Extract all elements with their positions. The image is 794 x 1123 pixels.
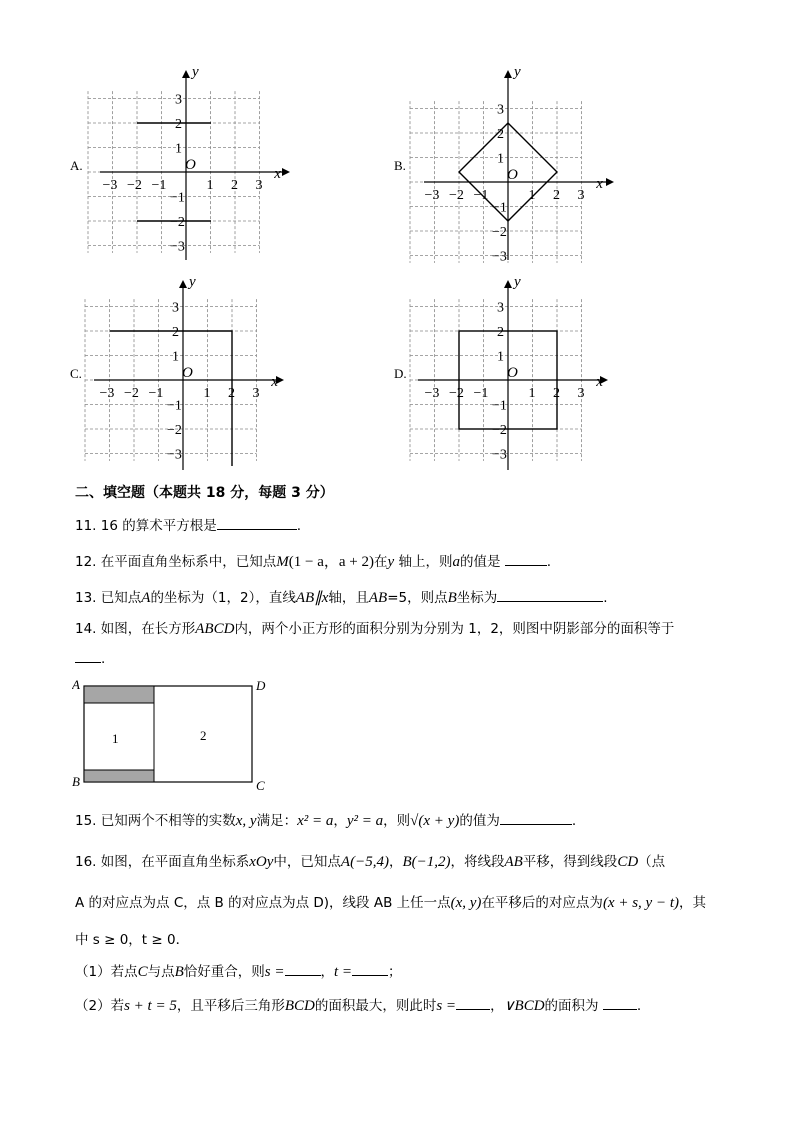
q11-end: . — [296, 518, 302, 534]
y-tick-label: −1 — [492, 398, 507, 414]
origin-label: O — [182, 365, 193, 381]
y-tick-label: 1 — [497, 151, 504, 167]
option-b-graph — [394, 60, 614, 265]
q13-point-a: A — [141, 590, 151, 606]
q15-mid: 满足： — [256, 813, 298, 829]
q13-pre: 13. 已知点 — [75, 590, 142, 606]
q15-pre: 15. 已知两个不相等的实数 — [75, 813, 236, 829]
q16-p2-tri2: ∨BCD — [503, 998, 545, 1014]
question-15 — [75, 810, 576, 831]
q16-p2-end: . — [636, 998, 642, 1014]
question-14-line2 — [75, 648, 105, 669]
y-tick-label: −2 — [492, 423, 507, 438]
y-tick-label: −3 — [167, 447, 182, 463]
q13-mid3: =5，则点 — [387, 590, 448, 606]
q16-p2-s-blank[interactable] — [456, 995, 490, 1010]
q16-p1-b: B — [174, 964, 184, 980]
question-16-line3 — [75, 930, 189, 950]
x-tick-label: −2 — [127, 178, 142, 193]
y-arrow-icon — [182, 70, 190, 78]
x-tick-label: 1 — [528, 386, 536, 401]
option-c-graph — [70, 270, 290, 475]
q16-p1-sep: ， — [320, 964, 334, 980]
q14-end: . — [101, 651, 106, 667]
x-tick-label: −2 — [449, 386, 464, 401]
q16-p1-c: C — [137, 964, 148, 980]
y-tick-label: −3 — [170, 239, 185, 255]
x-tick-label: 3 — [577, 188, 585, 203]
q16-sys: xOy — [249, 854, 274, 870]
q16-l2-q: (x + s, y − t) — [602, 895, 679, 911]
q15-answer-blank[interactable] — [500, 810, 572, 825]
shaded-bottom — [84, 770, 154, 782]
q12-mid: 在 — [374, 554, 388, 570]
q15-sep: ， — [333, 813, 347, 829]
y-tick-label: 1 — [175, 141, 182, 157]
q16-sep: ， — [388, 854, 403, 870]
y-tick-label: 2 — [497, 325, 504, 340]
q16-l1-end: （点 — [638, 854, 666, 870]
option-d-label: D. — [394, 366, 407, 381]
q13-ab: AB — [368, 590, 388, 606]
q12-point: M — [276, 554, 289, 570]
q15-end: . — [571, 813, 577, 829]
q12-answer-blank[interactable] — [505, 551, 547, 566]
q15-eq1: x² = a — [297, 813, 334, 829]
q12-axis: y — [387, 554, 395, 570]
y-arrow-icon — [504, 70, 512, 78]
q16-p1-end: ； — [388, 964, 402, 980]
q13-point-b: B — [447, 590, 457, 606]
q16-ab: AB — [504, 854, 523, 870]
x-tick-label: 1 — [206, 178, 214, 193]
q16-cd: CD — [617, 854, 639, 870]
q15-eq2: y² = a — [346, 813, 384, 829]
square-1-label: 1 — [112, 731, 119, 746]
q13-post: 坐标为 — [456, 590, 498, 606]
shaded-top — [84, 686, 154, 703]
x-axis-label: x — [596, 176, 603, 192]
q13-mid2: 轴，且 — [328, 590, 369, 606]
x-tick-label: 2 — [553, 386, 560, 401]
q13-line: AB∥x — [295, 590, 329, 606]
y-tick-label: 3 — [497, 102, 504, 118]
question-14 — [75, 619, 674, 639]
option-a-graph — [70, 60, 290, 265]
x-axis-label: x — [596, 374, 603, 390]
q16-p2-tri: BCD — [284, 998, 315, 1014]
y-tick-label: 1 — [172, 349, 179, 365]
q16-p1-post: 恰好重合，则 — [183, 964, 265, 980]
x-tick-label: −1 — [148, 386, 164, 401]
question-16-part2 — [75, 995, 641, 1016]
q12-pre: 12. 在平面直角坐标系中，已知点 — [75, 554, 277, 570]
label-a: A — [72, 677, 80, 692]
q16-p2-area-blank[interactable] — [603, 995, 637, 1010]
q16-p2-mid: ，且平移后三角形 — [176, 998, 285, 1014]
q12-post: 轴上，则 — [394, 554, 453, 570]
y-tick-label: −3 — [492, 249, 507, 265]
q14-answer-blank[interactable] — [75, 648, 101, 663]
q13-end: . — [603, 590, 608, 606]
y-axis-label: y — [192, 64, 199, 80]
x-tick-label: −1 — [473, 188, 489, 203]
question-13 — [75, 587, 608, 608]
x-tick-label: −2 — [449, 188, 464, 203]
q16-l3: 中 s ≥ 0，t ≥ 0． — [75, 932, 190, 948]
section-title: 二、填空题（本题共 18 分，每题 3 分） — [75, 485, 334, 501]
q16-post: ，将线段 — [450, 854, 505, 870]
q12-tail: 的值是 — [459, 554, 501, 570]
x-axis-label: x — [271, 374, 278, 390]
square-2-label: 2 — [200, 728, 207, 743]
x-tick-label: 3 — [252, 386, 260, 401]
x-arrow-icon — [282, 168, 290, 176]
q16-l2: A 的对应点为点 C，点 B 的对应点为点 D)，线段 AB 上任一点 — [75, 895, 451, 911]
y-axis-label: y — [189, 274, 196, 290]
x-tick-label: 3 — [577, 386, 585, 401]
q16-point-a: A(−5,4) — [340, 854, 389, 870]
q14-post: 内，两个小正方形的面积分别为分别为 1，2，则图中阴影部分的面积等于 — [234, 621, 675, 637]
x-tick-label: −2 — [124, 386, 139, 401]
q11-text: 11. 16 的算术平方根是 — [75, 518, 217, 534]
label-b: B — [72, 774, 80, 789]
q16-pre: 16. 如图，在平面直角坐标系 — [75, 854, 250, 870]
option-a-label: A. — [70, 158, 83, 173]
q16-p1-s: s = — [264, 964, 285, 980]
q12-coords: (1 − a，a + 2) — [288, 554, 374, 570]
q15-post: 的值为 — [459, 813, 500, 829]
q15-mid2: ，则 — [383, 813, 411, 829]
option-d-graph — [394, 270, 614, 475]
y-tick-label: 3 — [172, 300, 179, 316]
option-c-label: C. — [70, 366, 82, 381]
q16-l2-end: ，其 — [679, 895, 706, 911]
question-16-line1 — [75, 852, 665, 872]
origin-label: O — [507, 167, 518, 183]
q13-answer-blank[interactable] — [497, 587, 603, 602]
q16-tail: 平移，得到线段 — [522, 854, 618, 870]
q14-pre: 14. 如图，在长方形 — [75, 621, 196, 637]
x-tick-label: −3 — [99, 386, 115, 401]
y-axis-label: y — [514, 274, 521, 290]
question-11 — [75, 515, 301, 536]
q16-l2-mid: 在平移后的对应点为 — [481, 895, 603, 911]
y-arrow-icon — [179, 280, 187, 288]
y-tick-label: 3 — [497, 300, 504, 316]
q16-p2-sep: ， — [490, 998, 504, 1014]
option-b-svg — [394, 60, 614, 265]
y-arrow-icon — [504, 280, 512, 288]
y-tick-label: 2 — [175, 117, 182, 132]
x-tick-label: −3 — [424, 188, 440, 203]
x-tick-label: 2 — [231, 178, 238, 193]
q16-p1-s-blank[interactable] — [285, 961, 321, 976]
y-tick-label: −3 — [492, 447, 507, 463]
q12-var: a — [452, 554, 460, 570]
y-tick-label: 2 — [172, 325, 179, 340]
option-c-svg — [70, 270, 290, 475]
q16-p1-t-blank[interactable] — [352, 961, 388, 976]
x-tick-label: 2 — [553, 188, 560, 203]
q16-p2-post: 的面积为 — [544, 998, 599, 1014]
option-a-svg — [70, 60, 290, 265]
q12-end: . — [546, 554, 552, 570]
y-tick-label: 3 — [175, 92, 182, 108]
question-12 — [75, 551, 551, 572]
q16-p2-mid2: 的面积最大，则此时 — [314, 998, 437, 1014]
y-tick-label: 2 — [497, 127, 504, 142]
x-axis-label: x — [274, 166, 281, 182]
q15-vars: x, y — [235, 813, 257, 829]
q16-p1-t: t = — [334, 964, 353, 980]
x-tick-label: 3 — [255, 178, 263, 193]
q14-figure-svg — [72, 676, 282, 796]
q16-p2-s: s = — [436, 998, 457, 1014]
x-arrow-icon — [606, 178, 614, 186]
q14-figure — [72, 676, 282, 800]
x-tick-label: −3 — [102, 178, 118, 193]
q16-point-b: B(−1,2) — [402, 854, 451, 870]
x-tick-label: 2 — [228, 386, 235, 401]
option-b-label: B. — [394, 158, 406, 173]
x-tick-label: 1 — [203, 386, 211, 401]
label-d: D — [256, 678, 266, 693]
q15-expr: √(x + y) — [410, 813, 460, 829]
x-tick-label: −3 — [424, 386, 440, 401]
y-tick-label: −2 — [492, 225, 507, 240]
origin-label: O — [507, 365, 518, 381]
q11-answer-blank[interactable] — [217, 515, 297, 530]
question-16-part1 — [75, 961, 402, 982]
q16-p1-mid: 与点 — [147, 964, 175, 980]
y-axis-label: y — [514, 64, 521, 80]
q16-p2-cond: s + t = 5 — [124, 998, 177, 1014]
q16-p2-pre: （2）若 — [75, 998, 125, 1014]
y-tick-label: −2 — [170, 215, 185, 230]
y-tick-label: −1 — [170, 190, 185, 206]
square-1 — [84, 703, 154, 770]
y-tick-label: 1 — [497, 349, 504, 365]
option-d-svg — [394, 270, 614, 475]
x-tick-label: −1 — [473, 386, 489, 401]
origin-label: O — [185, 157, 196, 173]
q16-p1-pre: （1）若点 — [75, 964, 138, 980]
question-16-line2 — [75, 893, 706, 913]
y-tick-label: −1 — [492, 200, 507, 216]
y-tick-label: −1 — [167, 398, 182, 414]
label-c: C — [256, 778, 265, 793]
q16-l2-p: (x, y) — [450, 895, 482, 911]
x-tick-label: −1 — [151, 178, 167, 193]
q14-rect: ABCD — [195, 621, 235, 637]
x-tick-label: 1 — [528, 188, 536, 203]
q16-mid: 中，已知点 — [273, 854, 341, 870]
q13-mid1: 的坐标为（1，2），直线 — [150, 590, 296, 606]
y-tick-label: −2 — [167, 423, 182, 438]
